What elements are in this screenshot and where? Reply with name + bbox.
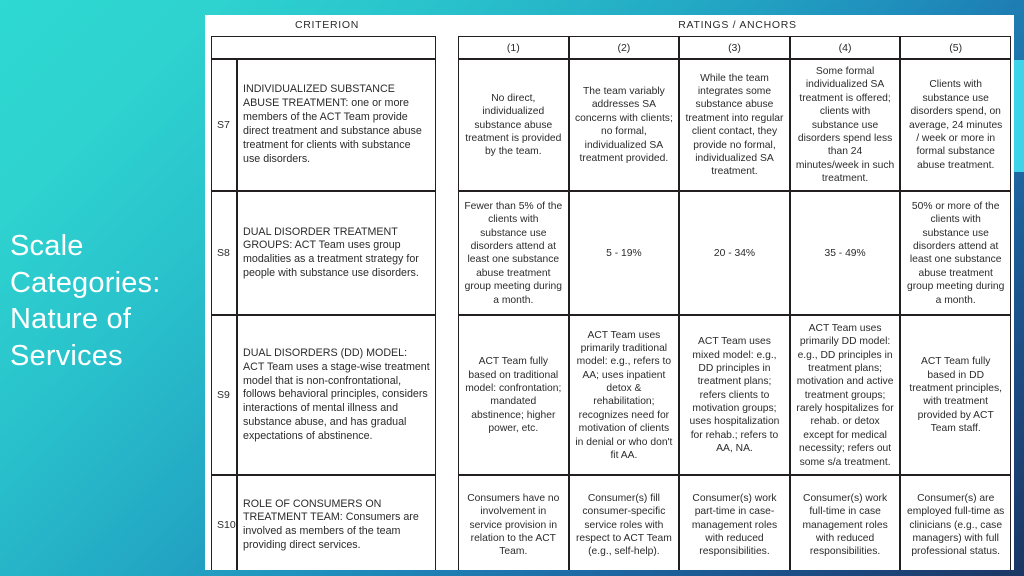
- row-criterion: DUAL DISORDER TREATMENT GROUPS: ACT Team uses group modalities as a treatment strategy for people with substance use disorders.: [237, 191, 436, 315]
- slide-title-line-4: Services: [10, 339, 123, 372]
- anchor-cell-2: The team variably addresses SA concerns with clients; no formal, individualized SA treatment provided.: [569, 59, 680, 191]
- row-code: S10: [211, 475, 237, 570]
- criterion-header-cell: [211, 36, 436, 59]
- header-spacer: [443, 15, 461, 36]
- anchor-cell-2: Consumer(s) fill consumer-specific service roles with respect to ACT Team (e.g., self-help).: [569, 475, 680, 570]
- row-code: S7: [211, 59, 237, 191]
- rating-number-1: (1): [458, 36, 569, 59]
- anchor-cell-4: 35 - 49%: [790, 191, 901, 315]
- criterion-group-label: CRITERION: [294, 19, 360, 31]
- anchor-cell-2: ACT Team uses primarily traditional model: e.g., refers to AA; uses inpatient detox & rehabilitation; recognizes need for motivation of clients in denial or who don't fit AA.: [569, 315, 680, 475]
- anchor-cell-5: Consumer(s) are employed full-time as clinicians (e.g., case managers) with full professional status.: [900, 475, 1011, 570]
- table-row: [211, 475, 1011, 570]
- row-code: S8: [211, 191, 237, 315]
- slide-title: [10, 228, 200, 374]
- content-panel: [205, 15, 1014, 570]
- column-gap: [436, 36, 458, 59]
- anchor-cell-1: Fewer than 5% of the clients with substance use disorders attend at least one substance abuse treatment group meeting during a month.: [458, 191, 569, 315]
- rating-number-2: (2): [569, 36, 680, 59]
- row-code: S9: [211, 315, 237, 475]
- table-group-header: [205, 15, 1014, 36]
- anchor-cell-5: 50% or more of the clients with substance use disorders attend at least one substance abuse treatment group meeting during a month.: [900, 191, 1011, 315]
- ratings-group-label: RATINGS / ANCHORS: [678, 19, 797, 31]
- anchor-cell-2: 5 - 19%: [569, 191, 680, 315]
- anchor-cell-3: Consumer(s) work part-time in case-management roles with reduced responsibilities.: [679, 475, 790, 570]
- anchor-cell-5: Clients with substance use disorders spend, on average, 24 minutes / week or more in formal substance abuse treatment.: [900, 59, 1011, 191]
- anchor-cell-1: ACT Team fully based on traditional model: confrontation; mandated abstinence; higher power, etc.: [458, 315, 569, 475]
- anchor-cell-4: Consumer(s) work full-time in case management roles with reduced responsibilities.: [790, 475, 901, 570]
- anchor-cell-3: ACT Team uses mixed model: e.g., DD principles in treatment plans; refers clients to motivation groups; uses hospitalization for rehab.; refers to AA, NA.: [679, 315, 790, 475]
- column-gap: [436, 191, 458, 315]
- anchor-cell-4: Some formal individualized SA treatment is offered; clients with substance use disorders spend less than 24 minutes/week in such treatment.: [790, 59, 901, 191]
- rating-number-5: (5): [900, 36, 1011, 59]
- column-gap: [436, 315, 458, 475]
- anchor-cell-1: No direct, individualized substance abuse treatment is provided by the team.: [458, 59, 569, 191]
- row-criterion: INDIVIDUALIZED SUBSTANCE ABUSE TREATMENT: one or more members of the ACT Team provide direct treatment and substance abuse treatment for clients with substance use disorders.: [237, 59, 436, 191]
- rating-number-4: (4): [790, 36, 901, 59]
- anchor-cell-5: ACT Team fully based in DD treatment principles, with treatment provided by ACT Team staff.: [900, 315, 1011, 475]
- slide-title-line-1: Scale: [10, 230, 84, 262]
- fidelity-scale-table: [211, 36, 1011, 570]
- table-row: [211, 315, 1011, 475]
- row-criterion: DUAL DISORDERS (DD) MODEL: ACT Team uses a stage-wise treatment model that is non-confrontational, follows behavioral principles, considers interactions of mental illness and substance abuse, and has gradual expectations of abstinence.: [237, 315, 436, 475]
- slide-title-line-3: Nature of: [10, 303, 132, 336]
- anchor-cell-3: While the team integrates some substance abuse treatment into regular client contact, they provide no formal, individualized SA treatment.: [679, 59, 790, 191]
- rating-number-3: (3): [679, 36, 790, 59]
- table-row: [211, 59, 1011, 191]
- anchor-cell-4: ACT Team uses primarily DD model: e.g., DD principles in treatment plans; motivation and active treatment groups; rarely hospitalizes for rehab. or detox except for medical necessity; refers out some s/a treatment.: [790, 315, 901, 475]
- column-gap: [436, 475, 458, 570]
- table-row: [211, 191, 1011, 315]
- row-criterion: ROLE OF CONSUMERS ON TREATMENT TEAM: Consumers are involved as members of the team providing direct services.: [237, 475, 436, 570]
- column-gap: [436, 59, 458, 191]
- anchor-cell-1: Consumers have no involvement in service provision in relation to the ACT Team.: [458, 475, 569, 570]
- anchor-cell-3: 20 - 34%: [679, 191, 790, 315]
- slide-title-line-2: Categories:: [10, 266, 161, 299]
- rating-number-row: [211, 36, 1011, 59]
